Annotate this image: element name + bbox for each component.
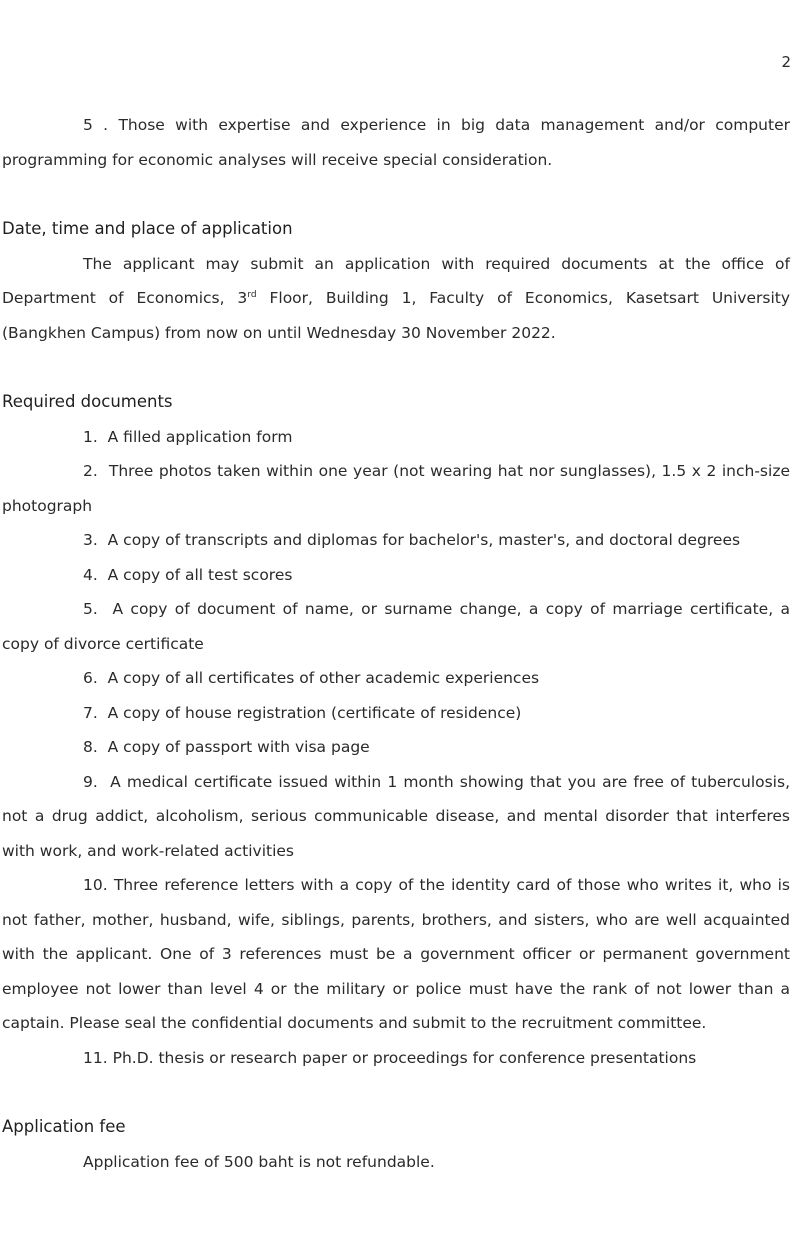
document-item-number: 2. (83, 462, 98, 480)
qualification-item-number: 5 . (83, 116, 109, 134)
document-item-9 (2, 765, 790, 869)
document-item-number: 10. (83, 876, 108, 894)
application-text-part1: The applicant may submit an application with required documents at the office of Department of Economics, 3 (2, 254, 790, 307)
document-item-number: 3. (83, 531, 98, 549)
document-item-1 (2, 420, 790, 455)
document-item-text: A copy of document of name, or surname change, a copy of marriage certificate, a copy of divorce certificate (2, 600, 790, 653)
document-item-number: 11. (83, 1048, 108, 1067)
fee-text: Application fee of 500 baht is not refundable. (83, 1152, 435, 1171)
document-item-5 (2, 592, 790, 661)
document-item-text: Three photos taken within one year (not wearing hat nor sunglasses), 1.5 x 2 inch-size photograph (2, 462, 790, 515)
application-text-part2: Floor, Building 1, Faculty of Economics, Kasetsart University (Bangkhen Campus) from now on until Wednesday 30 November 2022. (2, 289, 791, 342)
document-item-text: A medical certificate issued within 1 month showing that you are free of tuberculosis, not a drug addict, alcoholism, serious communicable disease, and mental disorder that interferes with work, and work-related activities (2, 772, 790, 860)
document-body (2, 108, 790, 1179)
application-heading: Date, time and place of application (2, 219, 293, 238)
document-item-number: 5. (83, 600, 98, 618)
document-item-text: A copy of all test scores (107, 565, 293, 584)
document-item-number: 9. (83, 772, 98, 791)
document-item-3 (2, 523, 790, 558)
document-item-text: Three reference letters with a copy of the identity card of those who writes it, who is not father, mother, husband, wife, siblings, parents, brothers, and sisters, who are well acquainted with the applicant. One of 3 references must be a government officer or permanent government employee not lower than level 4 or the military or police must have the rank of not lower than a captain. Please seal the confidential documents and submit to the recruitment committee. (2, 876, 790, 1032)
document-item-text: A copy of all certificates of other academic experiences (107, 669, 540, 687)
document-item-2 (2, 454, 790, 523)
document-item-number: 6. (83, 669, 98, 687)
document-item-number: 8. (83, 738, 98, 756)
page-number: 2 (781, 53, 791, 71)
qualification-item-text: Those with expertise and experience in big data management and/or computer programming for economic analyses will receive special consideration. (2, 116, 790, 169)
document-item-text: A copy of transcripts and diplomas for bachelor's, master's, and doctoral degrees (107, 531, 741, 549)
document-item-number: 1. (83, 427, 98, 446)
document-item-10 (2, 868, 790, 1041)
document-item-number: 7. (83, 703, 98, 722)
document-item-4 (2, 558, 790, 593)
document-item-8 (2, 730, 790, 765)
document-item-7 (2, 696, 790, 731)
document-item-text: A filled application form (107, 427, 293, 446)
superscript-rd: rd (247, 289, 257, 300)
application-paragraph (2, 247, 790, 351)
document-item-11 (2, 1041, 790, 1076)
document-item-text: A copy of passport with visa page (107, 738, 370, 756)
document-item-text: Ph.D. thesis or research paper or proceedings for conference presentations (112, 1048, 697, 1067)
document-item-6 (2, 661, 790, 696)
document-item-number: 4. (83, 565, 98, 584)
spacer (2, 1075, 790, 1110)
qualification-item-5 (2, 108, 790, 177)
fee-heading: Application fee (2, 1117, 126, 1136)
documents-heading: Required documents (2, 392, 173, 411)
required-documents-list (2, 420, 790, 1076)
spacer (2, 350, 790, 385)
document-item-text: A copy of house registration (certificate of residence) (107, 703, 522, 722)
spacer (2, 177, 790, 212)
